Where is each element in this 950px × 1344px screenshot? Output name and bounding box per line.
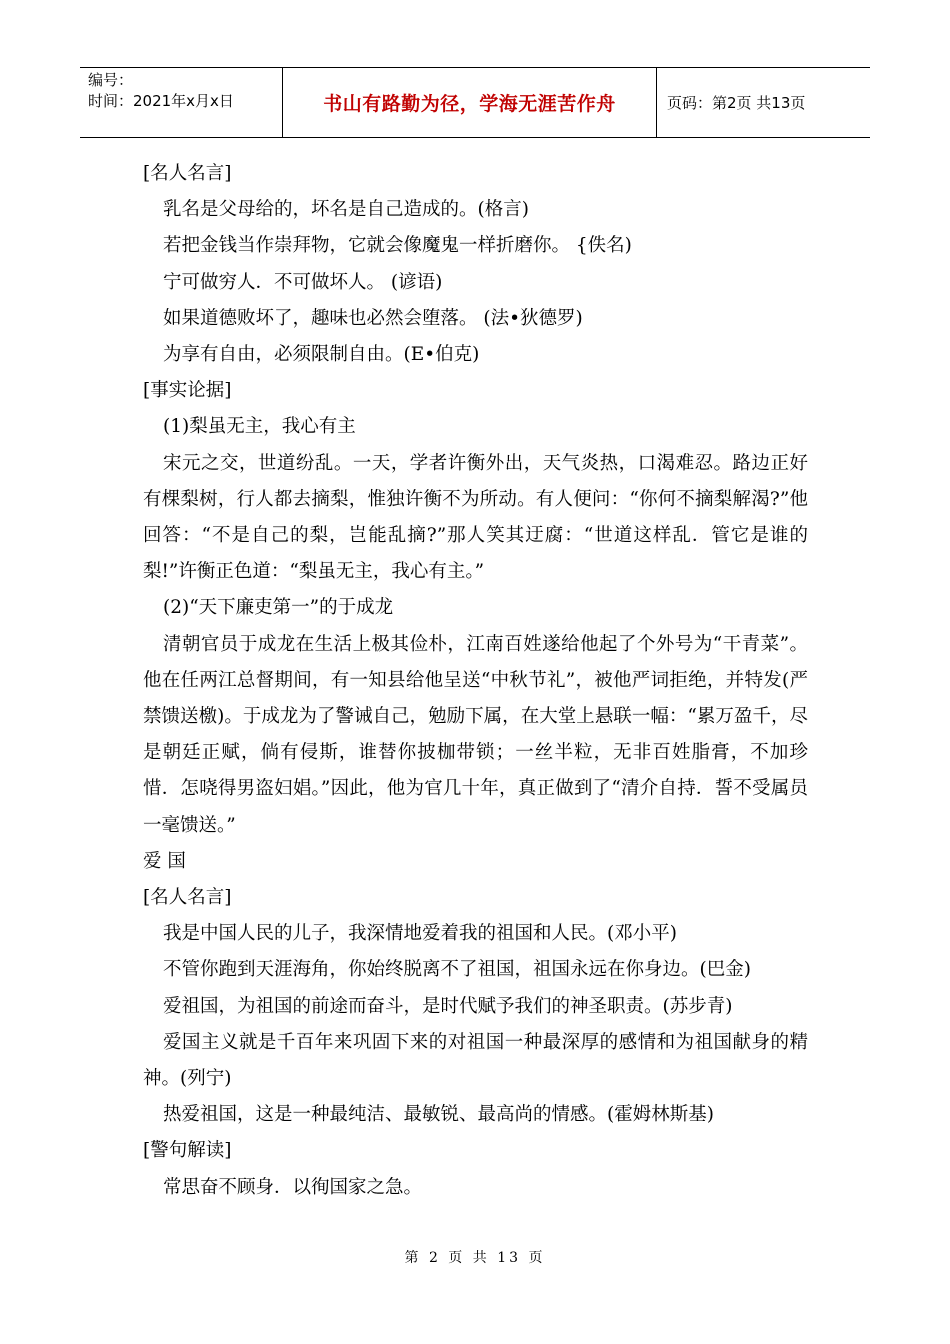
story-title: (2)“天下廉吏第一”的于成龙 [163, 597, 394, 619]
quote-line: 不管你跑到天涯海角，你始终脱离不了祖国，祖国永远在你身边。(巴金) [163, 959, 751, 981]
quote-line: 爱祖国，为祖国的前途而奋斗，是时代赋予我们的神圣职责。(苏步青) [163, 995, 733, 1017]
section-heading: [名人名言] [143, 887, 232, 909]
story-paragraph: 清朝官员于成龙在生活上极其俭朴，江南百姓遂给他起了个外号为“干青菜”。他在任两江总督期间，有一知县给他呈送“中秋节礼”，被他严词拒绝，并特发(严禁馈送檄)。于成龙为了警诫自己，勉励下属，在大堂上悬联一幅：“累万盈千，尽是朝廷正赋，倘有侵斯，谁替你披枷带锁；一丝半粒，无非百姓脂膏，不加珍惜．怎哓得男盗妇娼。”因此，他为官几十年，真正做到了“清介自持．誓不受属员一毫馈送。” [143, 633, 808, 836]
page-footer: 第 2 页 共 13 页 [404, 1250, 546, 1266]
serial-label: 编号： [88, 71, 134, 89]
quote-line: 我是中国人民的儿子，我深情地爱着我的祖国和人民。(邓小平) [163, 923, 677, 945]
quote-line: 宁可做穷人．不可做坏人。 (谚语) [163, 271, 443, 293]
header-motto: 书山有路勤为径，学海无涯苦作舟 [282, 68, 657, 137]
topic-heading: 爱 国 [143, 850, 186, 872]
section-heading: [名人名言] [143, 163, 232, 184]
quote-line: 常思奋不顾身．以徇国家之急。 [163, 1176, 423, 1198]
quote-paragraph: 爱国主义就是千百年来巩固下来的对祖国一种最深厚的感情和为祖国献身的精神。(列宁) [143, 1031, 808, 1090]
section-heading: [事实论据] [143, 380, 232, 402]
quote-line: 如果道德败坏了，趣味也必然会堕落。 (法•狄德罗) [163, 307, 583, 329]
page-header [80, 67, 870, 138]
date-label: 时间：2021年x月x日 [88, 92, 234, 110]
header-meta [80, 68, 282, 137]
quote-line: 为享有自由，必须限制自由。(E•伯克) [163, 344, 480, 366]
quote-line: 若把金钱当作崇拜物，它就会像魔鬼一样折磨你。 {佚名) [163, 235, 632, 257]
story-title: (1)梨虽无主，我心有主 [163, 416, 356, 438]
document-body [143, 156, 808, 1206]
header-page-info: 页码：第2页 共13页 [667, 94, 806, 112]
quote-line: 乳名是父母给的，坏名是自己造成的。(格言) [163, 199, 529, 221]
section-heading: [警句解读] [143, 1140, 232, 1162]
quote-line: 热爱祖国，这是一种最纯洁、最敏锐、最高尚的情感。(霍姆林斯基) [163, 1104, 714, 1126]
story-paragraph: 宋元之交，世道纷乱。一天，学者许衡外出，天气炎热，口渴难忍。路边正好有棵梨树，行人都去摘梨，惟独许衡不为所动。有人便问：“你何不摘梨解渴?”他回答：“不是自己的梨，岂能乱摘?”那人笑其迂腐：“世道这样乱．管它是谁的梨!”许衡正色道：“梨虽无主，我心有主。” [143, 452, 808, 583]
